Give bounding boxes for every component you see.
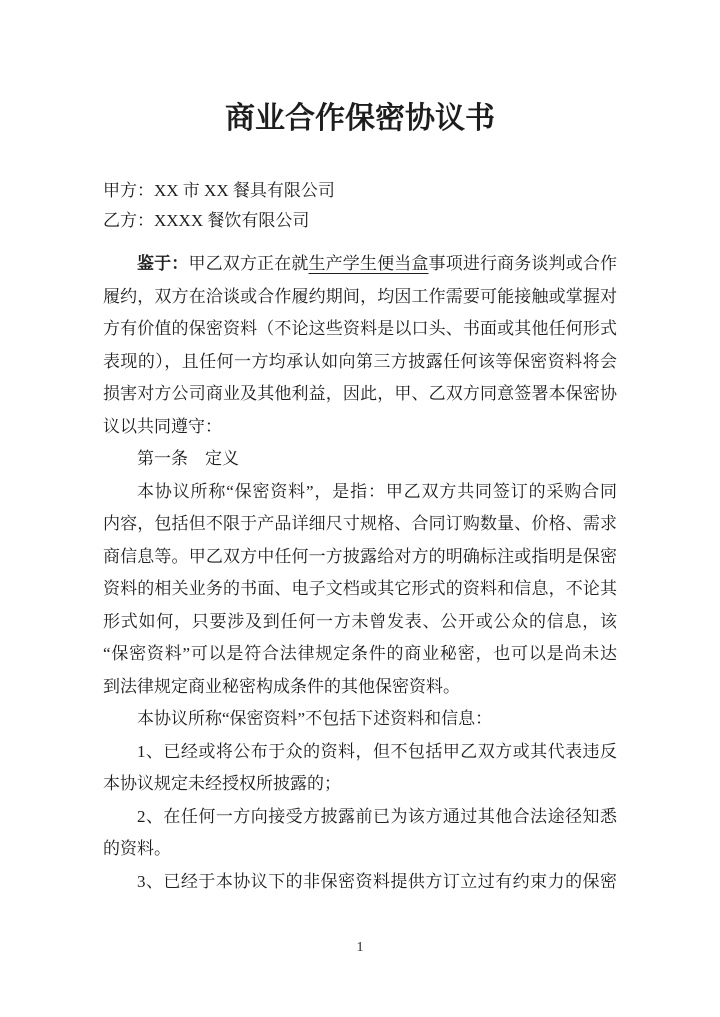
underlined-subject-matter: 生产学生便当盒 bbox=[308, 254, 429, 273]
definition-line-1: 本协议所称“保密资料”，是指：甲乙双方共同签订的采购合同 bbox=[137, 481, 617, 501]
exclusion-item-2 bbox=[103, 801, 617, 866]
recital-text-post: 事项进行商务谈判或合作 bbox=[428, 254, 617, 273]
party-b-line: 乙方：XXXX 餐饮有限公司 bbox=[103, 211, 310, 230]
definition-line-4: 资料的相关业务的书面、电子文档或其它形式的资料和信息，不论其 bbox=[103, 579, 617, 598]
party-a-line: 甲方：XX 市 XX 餐具有限公司 bbox=[103, 181, 335, 200]
definition-line-7: 到法律规定商业秘密构成条件的其他保密资料。 bbox=[103, 676, 460, 696]
exclusion-2-line-2: 的资料。 bbox=[103, 839, 171, 858]
recital-line-5: 损害对方公司商业及其他利益，因此，甲、乙双方同意签署本保密协 bbox=[103, 384, 617, 403]
recital-line-2: 履约，双方在洽谈或合作履约期间，均因工作需要可能接触或掌握对 bbox=[103, 286, 617, 306]
recital-line-4: 表现的），且任何一方均承认如向第三方披露任何该等保密资料将会 bbox=[103, 351, 617, 371]
page-number: 1 bbox=[356, 940, 364, 955]
definition-line-6: “保密资料”可以是符合法律规定条件的商业秘密，也可以是尚未达 bbox=[103, 644, 617, 663]
exclusion-item-3 bbox=[103, 866, 617, 899]
exclusion-1-line-2: 本协议规定未经授权所披露的； bbox=[103, 774, 341, 793]
recital-line-1 bbox=[103, 248, 617, 281]
recital-paragraph bbox=[103, 248, 617, 443]
definition-line-2: 内容，包括但不限于产品详细尺寸规格、合同订购数量、价格、需求 bbox=[103, 514, 617, 533]
definition-line-5: 形式如何，只要涉及到任何一方未曾发表、公开或公众的信息，该 bbox=[103, 611, 617, 631]
document-body bbox=[103, 248, 617, 898]
exclusion-3-line-1: 3、已经于本协议下的非保密资料提供方订立过有约束力的保密 bbox=[137, 871, 617, 891]
recital-text-pre: 甲乙双方正在就 bbox=[188, 254, 309, 273]
document-title: 商业合作保密协议书 bbox=[225, 102, 495, 135]
article-1-heading: 第一条 定义 bbox=[137, 449, 239, 468]
recital-lead-label: 鉴于： bbox=[137, 254, 189, 273]
recital-line-6: 议以共同遵守： bbox=[103, 416, 222, 436]
exclusions-intro-line: 本协议所称“保密资料”不包括下述资料和信息： bbox=[137, 709, 493, 728]
exclusion-2-line-1: 2、在任何一方向接受方披露前已为该方通过其他合法途径知悉 bbox=[137, 806, 617, 826]
definition-paragraph bbox=[103, 476, 617, 704]
definition-line-3: 商信息等。甲乙双方中任何一方披露给对方的明确标注或指明是保密 bbox=[103, 546, 617, 566]
parties-block bbox=[103, 176, 617, 236]
exclusion-1-line-1: 1、已经或将公布于众的资料，但不包括甲乙双方或其代表违反 bbox=[137, 741, 617, 761]
recital-line-3: 方有价值的保密资料（不论这些资料是以口头、书面或其他任何形式 bbox=[103, 319, 617, 338]
exclusion-item-1 bbox=[103, 736, 617, 801]
